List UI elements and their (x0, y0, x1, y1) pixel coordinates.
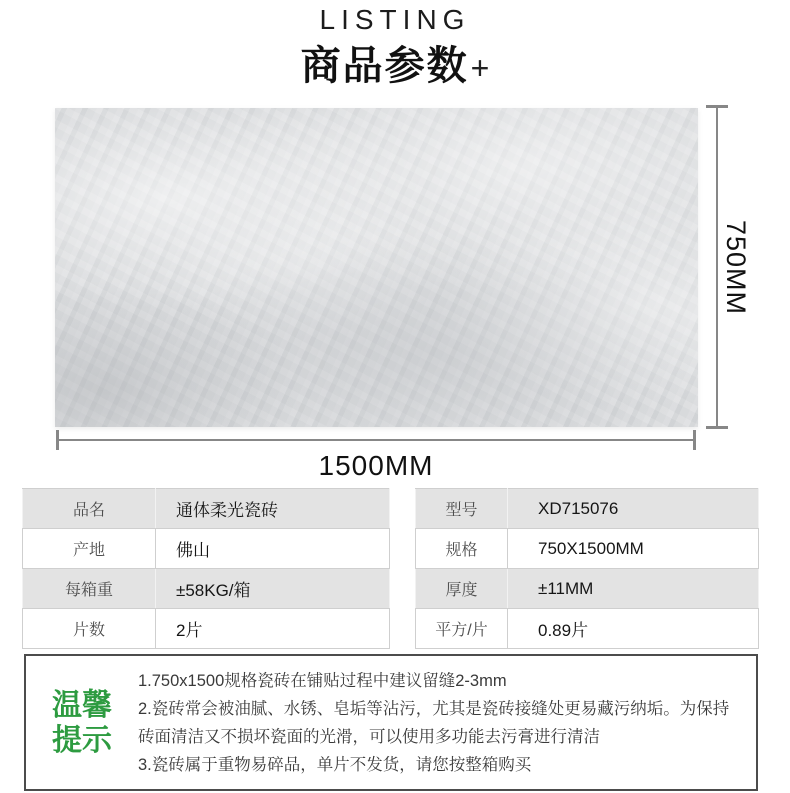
spec-table (22, 488, 759, 649)
page-title: 商品参数 (300, 44, 469, 88)
spec-value: 佛山 (156, 529, 390, 569)
spec-table-left (22, 488, 390, 649)
spec-label: 品名 (23, 489, 156, 529)
warm-tips-label-line1: 温馨 (52, 688, 112, 722)
warm-tips-text (138, 667, 756, 779)
spec-value: 750X1500MM (508, 529, 759, 569)
tip-item: 2.瓷砖常会被油腻、水锈、皂垢等沾污，尤其是瓷砖接缝处更易藏污纳垢。为保持砖面清洁又不损坏瓷面的光滑，可以使用多功能去污膏进行清洁 (138, 699, 730, 746)
width-dimension-line (56, 430, 696, 450)
tip-item: 1.750x1500规格瓷砖在铺贴过程中建议留缝2-3mm (138, 671, 507, 690)
spec-value: ±58KG/箱 (156, 569, 390, 609)
warm-tips-label (26, 688, 138, 758)
table-row (416, 569, 759, 609)
spec-value: 2片 (156, 609, 390, 649)
warm-tips-label-line2: 提示 (52, 723, 112, 757)
spec-label: 片数 (23, 609, 156, 649)
table-row (23, 529, 390, 569)
title-row (0, 34, 790, 91)
table-row (23, 569, 390, 609)
spec-label: 规格 (416, 529, 508, 569)
width-dimension-label: 1500MM (318, 450, 434, 481)
table-row (23, 489, 390, 529)
spec-value: ±11MM (508, 569, 759, 609)
table-row (416, 529, 759, 569)
dimension-cap-icon (693, 430, 696, 450)
spec-table-right (415, 488, 759, 649)
spec-label: 产地 (23, 529, 156, 569)
spec-value: XD715076 (508, 489, 759, 529)
spec-value: 0.89片 (508, 609, 759, 649)
spec-value: 通体柔光瓷砖 (156, 489, 390, 529)
table-row (416, 489, 759, 529)
table-row (416, 609, 759, 649)
spec-label: 平方/片 (416, 609, 508, 649)
tip-item: 3.瓷砖属于重物易碎品，单片不发货，请您按整箱购买 (138, 755, 532, 774)
tile-product-image (55, 108, 698, 427)
spec-label: 型号 (416, 489, 508, 529)
listing-eyebrow: LISTING (319, 4, 471, 35)
spec-label: 每箱重 (23, 569, 156, 609)
table-row (23, 609, 390, 649)
plus-icon: + (470, 50, 490, 86)
height-dimension-label: 750MM (721, 219, 752, 315)
dimension-line (56, 439, 696, 441)
warm-tips-box (24, 654, 758, 791)
height-dimension-label-wrap (716, 105, 756, 429)
spec-label: 厚度 (416, 569, 508, 609)
